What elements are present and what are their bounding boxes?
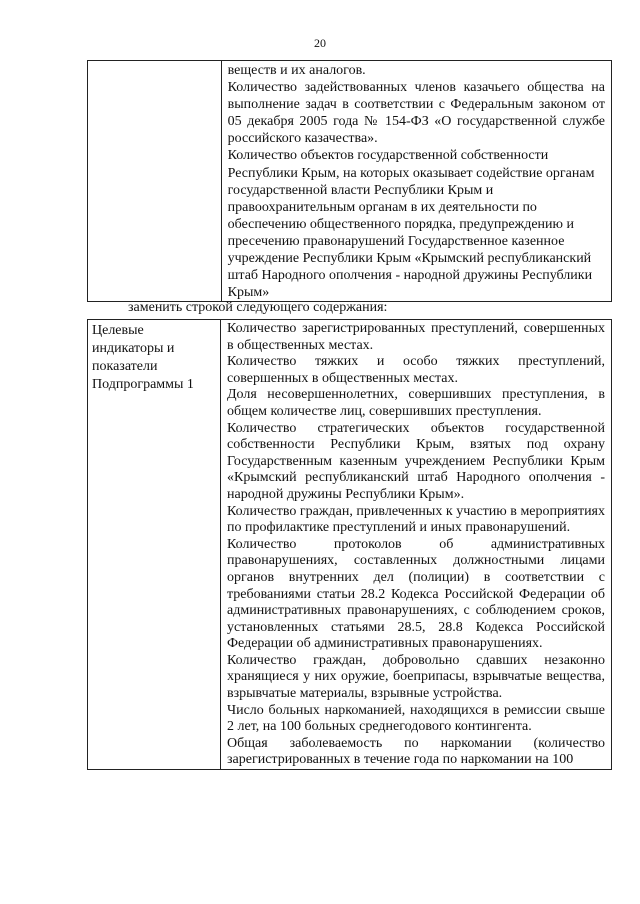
- paragraph: веществ и их аналогов.: [227, 63, 366, 78]
- paragraph: Количество стратегических объектов государственной собственности Республики Крым, взятых под охрану Государственным казенным учреждением Республики Крым «Крымский республиканский штаб Народного ополчения - народной дружины Республики Крым».: [227, 420, 605, 502]
- paragraph: Число больных наркоманией, находящихся в ремиссии свыше 2 лет, на 100 больных среднегодового контингента.: [227, 702, 605, 735]
- table-row: [88, 61, 612, 302]
- table-bottom: [87, 319, 612, 770]
- table-cell-right: [221, 320, 612, 770]
- paragraph: Доля несовершеннолетних, совершивших преступления, в общем количестве лиц, совершивших преступления.: [227, 387, 605, 419]
- label-line: индикаторы и: [92, 341, 175, 356]
- replace-instruction: заменить строкой следующего содержания:: [128, 300, 388, 315]
- table-cell-label: [88, 320, 221, 770]
- table-cell-right: [221, 61, 611, 302]
- paragraph: Количество граждан, добровольно сдавших незаконно хранящиеся у них оружие, боеприпасы, взрывчатые вещества, взрывчатые материалы, взрывные устройства.: [227, 652, 605, 702]
- label-line: Целевые: [92, 323, 144, 338]
- paragraph: Количество тяжких и особо тяжких преступлений, совершенных в общественных местах.: [227, 354, 605, 386]
- table-cell-left-empty: [88, 61, 222, 302]
- label-line: Подпрограммы 1: [92, 377, 194, 392]
- paragraph: Количество протоколов об административных правонарушениях, составленных должностными лицами органов внутренних дел (полиции) в соответствии с требованиями статьи 28.2 Кодекса Российской Федерации об административных правонарушениях, с соблюдением сроков, установленных статьями 28.5, 28.8 Кодекса Российской Федерации об административных правонарушениях.: [227, 536, 605, 652]
- paragraph: Количество граждан, привлеченных к участию в мероприятиях по профилактике преступлений и иных правонарушений.: [227, 503, 605, 536]
- paragraph: Количество задействованных членов казачьего общества на выполнение задач в соответствии с Федеральным законом от 05 декабря 2005 года № 154-ФЗ «О государственной службе российского казачества».: [227, 80, 605, 147]
- page-number: 20: [314, 36, 326, 50]
- table-top: [87, 60, 612, 302]
- label-line: показатели: [92, 359, 158, 374]
- paragraph: Количество объектов государственной собственности Республики Крым, на которых оказывает содействие органам государственной власти Республики Крым и правоохранительным органам в их деятельности по обеспечению общественного порядка, предупреждению и пресечению правонарушений Государственное казенное учреждение Республики Крым «Крымский республиканский штаб Народного ополчения - народной дружины Республики Крым»: [227, 148, 595, 301]
- paragraph: Количество зарегистрированных преступлений, совершенных в общественных местах.: [227, 321, 605, 353]
- cell-content: [222, 61, 611, 301]
- table-row: [88, 320, 612, 770]
- cell-content: [221, 320, 611, 769]
- paragraph: Общая заболеваемость по наркомании (количество зарегистрированных в течение года по наркомании на 100: [227, 735, 605, 768]
